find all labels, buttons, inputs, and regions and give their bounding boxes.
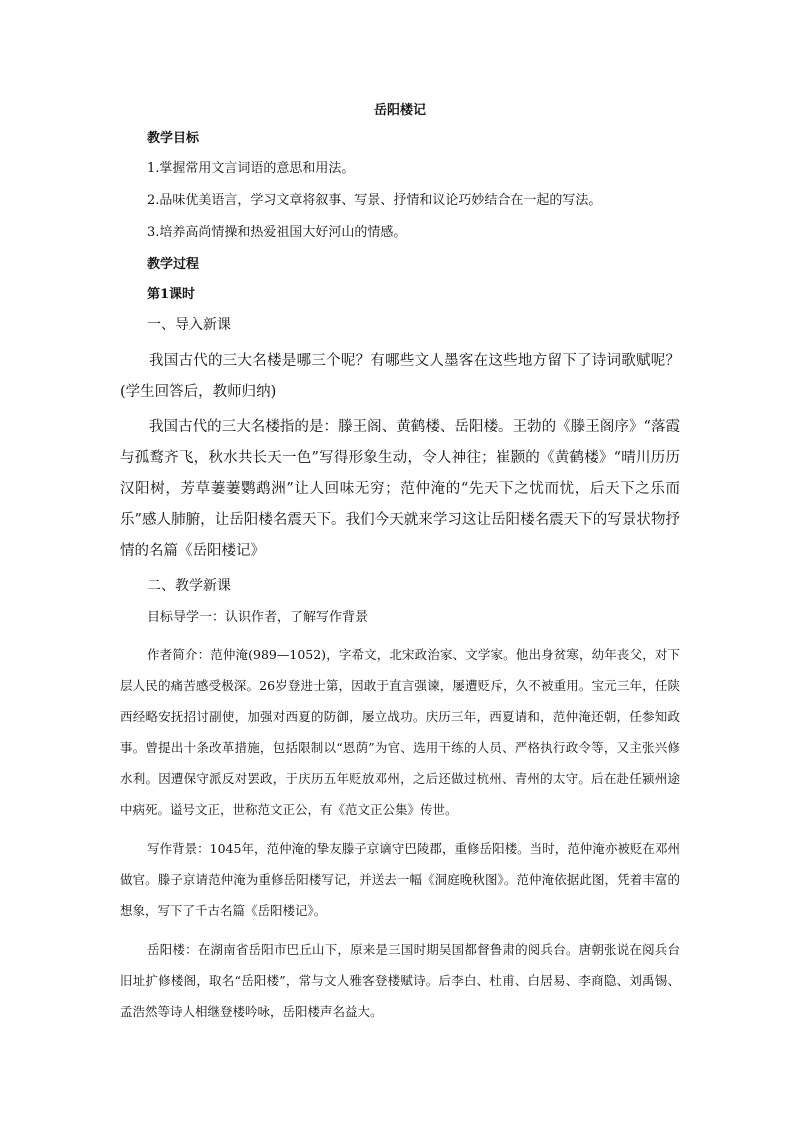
document-body (120, 100, 680, 1027)
background-paragraph: 写作背景：1045年，范仲淹的挚友滕子京谪守巴陵郡，重修岳阳楼。当时，范仲淹亦被贬在邓州做官。滕子京请范仲淹为重修岳阳楼写记，并送去一幅《洞庭晚秋图》。范仲淹依据此图，凭着丰富的想象，写下了千古名篇《岳阳楼记》。 (120, 841, 680, 918)
goal-item-2: 2.品味优美语言，学习文章将叙事、写景、抒情和议论巧妙结合在一起的写法。 (147, 193, 602, 208)
document-title: 岳阳楼记 (373, 103, 426, 118)
lesson-heading: 第1课时 (147, 287, 196, 302)
intro-answer-paragraph: 我国古代的三大名楼指的是：滕王阁、黄鹤楼、岳阳楼。王勃的《滕王阁序》“落霞与孤鹜齐飞，秋水共长天一色”写得形象生动，令人神往；崔颢的《黄鹤楼》“晴川历历汉阳树，芳草萋萋鹦鹉洲”让人回味无穷；范仲淹的“先天下之忧而忧，后天下之乐而乐”感人肺腑，让岳阳楼名震天下。我们今天就来学习这让岳阳楼名震天下的写景状物抒情的名篇《岳阳楼记》 (120, 419, 680, 559)
author-intro-paragraph: 作者简介：范仲淹(989—1052)，字希文，北宋政治家、文学家。他出身贫寒，幼年丧父，对下层人民的痛苦感受极深。26岁登进士第，因敢于直言强谏，屡遭贬斥，久不被重用。宝元三年，任陕西经略安抚招讨副使，加强对西夏的防御，屡立战功。庆历三年，西夏请和，范仲淹还朝，任参知政事。曾提出十条改革措施，包括限制以“恩荫”为官、选用干练的人员、严格执行政令等，又主张兴修水利。因遭保守派反对罢政，于庆历五年贬放邓州，之后还做过杭州、青州的太守。后在赴任颍州途中病死。谥号文正，世称范文正公，有《范文正公集》传世。 (120, 647, 680, 817)
section-heading-intro: 一、导入新课 (147, 317, 231, 333)
intro-question-paragraph: 我国古代的三大名楼是哪三个呢？有哪些文人墨客在这些地方留下了诗词歌赋呢？(学生回答后，教师归纳) (120, 353, 680, 400)
section-heading-new-lesson: 二、教学新课 (147, 578, 231, 594)
process-heading: 教学过程 (147, 257, 200, 272)
goal-item-3: 3.培养高尚情操和热爱祖国大好河山的情感。 (147, 225, 407, 240)
tower-paragraph: 岳阳楼：在湖南省岳阳市巴丘山下，原来是三国时期吴国都督鲁肃的阅兵台。唐朝张说在阅兵台旧址扩修楼阁，取名“岳阳楼”，常与文人雅客登楼赋诗。后李白、杜甫、白居易、李商隐、刘禹锡、孟浩然等诗人相继登楼吟咏，岳阳楼声名益大。 (120, 942, 680, 1019)
target-guide-1: 目标导学一：认识作者，了解写作背景 (147, 610, 369, 625)
goal-item-1: 1.掌握常用文言词语的意思和用法。 (147, 161, 355, 176)
goals-heading: 教学目标 (147, 131, 200, 146)
